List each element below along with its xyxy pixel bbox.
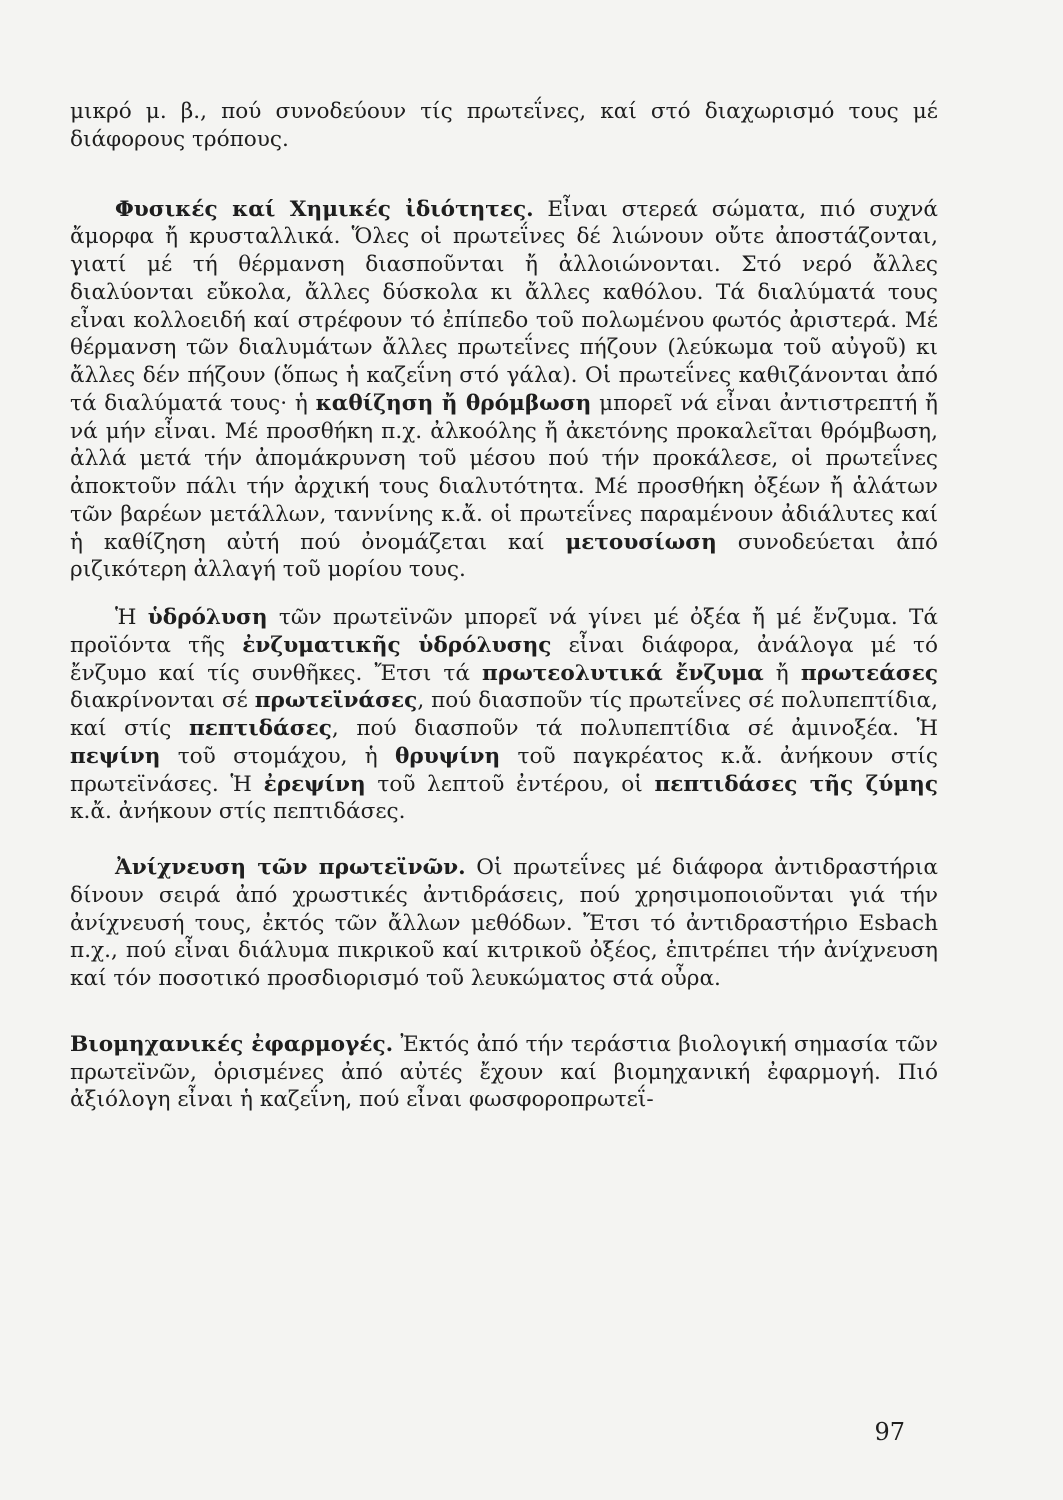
detection-paragraph — [70, 854, 938, 993]
book-page — [70, 98, 938, 1114]
hydrolysis-paragraph — [70, 604, 938, 826]
paragraph-text: τοῦ παγκρέατος κ.ἄ. ἀνήκουν στίς πρωτεϊνάσες. Ἡ — [70, 743, 938, 797]
bold-term: μετουσίωση — [565, 529, 717, 555]
bold-term: πρωτεάσες — [800, 660, 939, 686]
bold-term: θρυψίνη — [395, 743, 501, 769]
industrial-heading: Βιομηχανικές ἐφαρμογές. — [70, 1031, 394, 1057]
bold-term: καθίζηση ἤ θρόμβωση — [315, 390, 592, 416]
physical-properties-heading: Φυσικές καί Χημικές ἰδιότητες. — [115, 196, 534, 222]
paragraph-text: Οἱ πρωτεΐνες μέ διάφορα ἀντιδραστήρια δίνουν σειρά ἀπό χρωστικές ἀντιδράσεις, πού χρησιμοποιοῦνται γιά τήν ἀνίχνευσή τους, ἐκτός τῶν ἄλλων μεθόδων. Ἔτσι τό ἀντιδραστήριο Esbach π.χ., πού εἶναι διάλυμα πικρικοῦ καί κιτρικοῦ ὀξέος, ἐπιτρέπει τήν ἀνίχνευση καί τόν ποσοτικό προσδιορισμό τοῦ λευκώματος στά οὖρα. — [70, 855, 938, 991]
paragraph-text: Ἡ — [115, 605, 148, 630]
bold-term: πεπτιδάσες — [188, 716, 332, 741]
bold-term: πεψίνη — [70, 743, 161, 769]
bold-term: πεπτιδάσες τῆς ζύμης — [654, 771, 938, 797]
detection-heading: Ἀνίχνευση τῶν πρωτεϊνῶν. — [115, 855, 466, 880]
paragraph-text: τοῦ λεπτοῦ ἐντέρου, οἱ — [365, 771, 655, 797]
paragraph-text: , πού διασποῦν τίς πρωτεΐνες σέ πολυπεπτίδια, καί στίς — [70, 688, 938, 741]
bold-term: ἐρεψίνη — [263, 771, 366, 797]
bold-term: ἐνζυματικῆς ὑδρόλυσης — [242, 632, 552, 658]
paragraph-text: κ.ἄ. ἀνήκουν στίς πεπτιδάσες. — [70, 799, 406, 825]
paragraph-text: , πού διασποῦν τά πολυπεπτίδια σέ ἀμινοξέα. Ἡ — [331, 716, 938, 741]
physical-properties-paragraph — [70, 196, 938, 585]
industrial-paragraph — [70, 1031, 938, 1114]
paragraph-text: Ἐκτός ἀπό τήν τεράστια βιολογική σημασία τῶν πρωτεϊνῶν, ὁρισμένες ἀπό αὐτές ἔχουν καί βιομηχανική ἐφαρμογή. Πιό ἀξιόλογη εἶναι ἡ καζεΐνη, πού εἶναι φωσφοροπρωτεΐ- — [70, 1031, 938, 1113]
paragraph-text: διακρίνονται σέ — [70, 688, 255, 714]
paragraph-text: τοῦ στομάχου, ἡ — [160, 743, 396, 769]
bold-term: πρωτεϊνάσες — [254, 688, 418, 714]
paragraph-text: συνοδεύεται ἀπό ριζικότερη ἀλλαγή τοῦ μορίου τους. — [70, 529, 938, 583]
paragraph-text: Εἶναι στερεά σώματα, πιό συχνά ἄμορφα ἤ κρυσταλλικά. Ὅλες οἱ πρωτεΐνες δέ λιώνουν οὔτε ἀποστάζονται, γιατί μέ τή θέρμανση διασποῦνται ἤ ἀλλοιώνονται. Στό νερό ἄλλες διαλύονται εὔκολα, ἄλλες δύσκολα κι ἄλλες καθόλου. Τά διαλύματά τους εἶναι κολλοειδή καί στρέφουν τό ἐπίπεδο τοῦ πολωμένου φωτός ἀριστερά. Μέ θέρμανση τῶν διαλυμάτων ἄλλες πρωτεΐνες πήζουν (λεύκωμα τοῦ αὐγοῦ) κι ἄλλες δέν πήζουν (ὅπως ἡ καζεΐνη στό γάλα). Οἱ πρωτεΐνες καθιζάνονται ἀπό τά διαλύματά τους· ἡ — [70, 196, 938, 416]
paragraph-text: μπορεῖ νά εἶναι ἀντιστρεπτή ἤ νά μήν εἶναι. Μέ προσθήκη π.χ. ἀλκοόλης ἤ ἀκετόνης προκαλεῖται θρόμβωση, ἀλλά μετά τήν ἀπομάκρυνση τοῦ μέσου πού τήν προκάλεσε, οἱ πρωτεΐνες ἀποκτοῦν πάλι τήν ἀρχική τους διαλυτότητα. Μέ προσθήκη ὀξέων ἤ ἁλάτων τῶν βαρέων μετάλλων, ταννίνης κ.ἄ. οἱ πρωτεΐνες παραμένουν ἀδιάλυτες καί ἡ καθίζηση αὐτή πού ὀνομάζεται καί — [70, 390, 938, 555]
paragraph-text: εἶναι διάφορα, ἀνάλογα μέ τό ἔνζυμο καί τίς συνθῆκες. Ἔτσι τά — [70, 632, 938, 686]
paragraph-text: ἤ — [763, 660, 801, 686]
intro-paragraph — [70, 98, 938, 154]
page-number: 97 — [874, 1418, 905, 1446]
bold-term: ὑδρόλυση — [147, 605, 268, 630]
intro-text: μικρό μ. β., πού συνοδεύουν τίς πρωτεΐνες, καί στό διαχωρισμό τους μέ διάφορους τρόπους. — [70, 99, 938, 152]
paragraph-text: τῶν πρωτεϊνῶν μπορεῖ νά γίνει μέ ὀξέα ἤ μέ ἔνζυμα. Τά προϊόντα τῆς — [70, 605, 938, 658]
bold-term: πρωτεολυτικά ἔνζυμα — [482, 660, 764, 686]
